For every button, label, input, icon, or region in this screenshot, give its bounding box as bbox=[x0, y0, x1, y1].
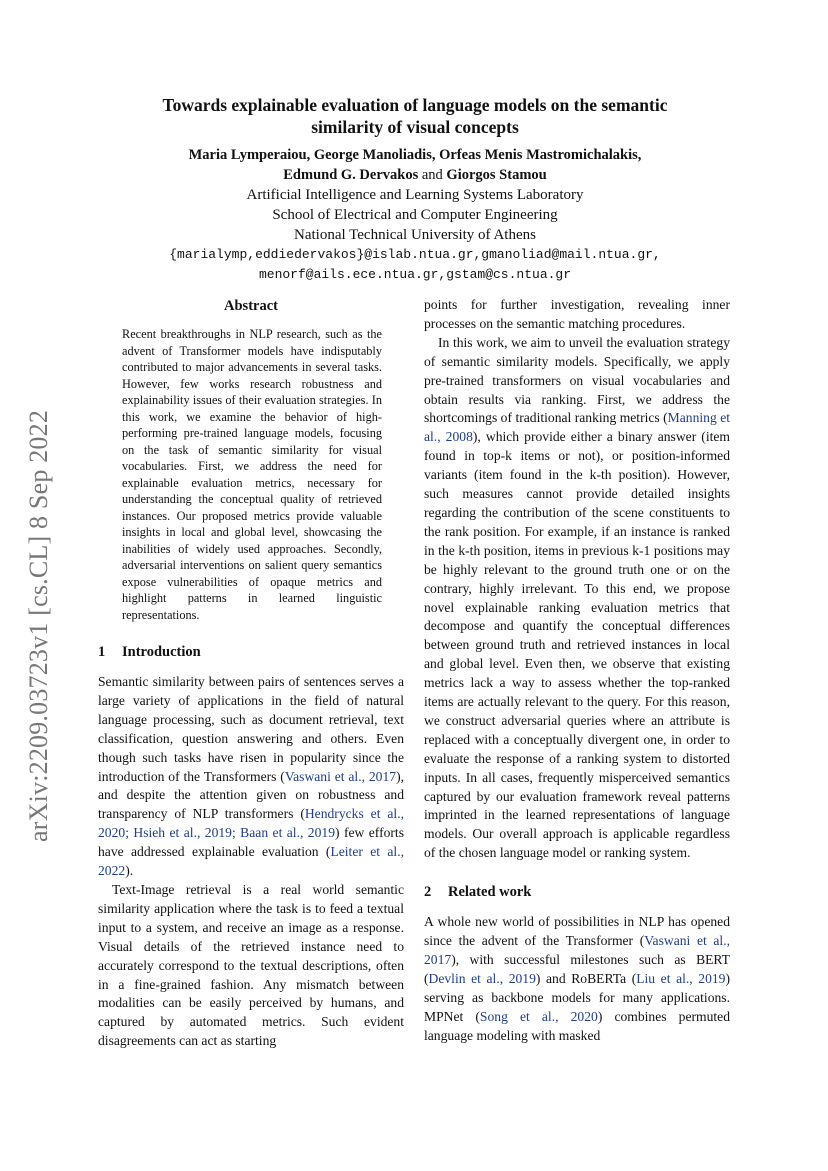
citation-link[interactable]: Hendrycks et al., 2020; Hsieh et al., 2019; Baan et al., 2019 bbox=[98, 806, 405, 841]
left-column bbox=[98, 296, 404, 1051]
title-line-2: similarity of visual concepts bbox=[311, 117, 519, 137]
abstract-text: Recent breakthroughs in NLP research, such as the advent of Transformer models have indisputably contributed to major advancements in several tasks. However, few works research robustness and explainability issues of their evaluation strategies. In this work, we examine the behavior of high-performing pre-trained language models, focusing on the task of semantic similarity for visual vocabularies. First, we address the need for explainable evaluation metrics, necessary for understanding the conceptual quality of retrieved instances. Our proposed metrics provide valuable insights in local and global level, showcasing the inabilities of widely used approaches. Secondly, adversarial interventions on salient query semantics expose vulnerabilities of opaque metrics and highlight patterns in learned linguistic representations. bbox=[122, 327, 382, 622]
title-line-1: Towards explainable evaluation of language models on the semantic bbox=[162, 95, 668, 115]
author-list bbox=[90, 145, 740, 185]
section-number: 2 bbox=[424, 884, 432, 901]
related-paragraph-1 bbox=[424, 913, 730, 1045]
authors-line-1: Maria Lymperaiou, George Manoliadis, Orfeas Menis Mastromichalakis, bbox=[188, 147, 642, 163]
intro-paragraph-2: Text-Image retrieval is a real world semantic similarity application where the task is to feed a textual input to a system, and receive an image as a response. Visual details of the retrieved instance need to accurately correspond to the textual descriptions, often in a fine-grained fashion. Any mismatch between modalities can be easily perceived by humans, and captured by automated metrics. Such evident disagreements can act as starting bbox=[98, 881, 404, 1049]
section-heading-introduction bbox=[98, 643, 404, 661]
author-conjunction: and bbox=[421, 167, 443, 183]
paragraph-text: ) serving as backbone models for many applications. MPNet ( bbox=[424, 970, 730, 1024]
paragraph-text: ) combines permuted language modeling with masked bbox=[424, 1008, 730, 1043]
citation-link[interactable]: Devlin et al., 2019 bbox=[428, 970, 536, 986]
citation-link[interactable]: Vaswani et al., 2017 bbox=[284, 768, 397, 784]
paragraph-text: A whole new world of possibilities in NLP has opened since the advent of the Transformer ( bbox=[424, 914, 730, 949]
paragraph-text: ) few efforts have addressed explainable evaluation ( bbox=[98, 825, 404, 860]
citation-link[interactable]: Liu et al., 2019 bbox=[636, 970, 726, 986]
paragraph-text: ), with successful milestones such as BERT ( bbox=[424, 952, 730, 986]
authors-line-2 bbox=[90, 165, 740, 185]
citation-link[interactable]: Manning et al., 2008 bbox=[424, 410, 730, 445]
paragraph-text: ). bbox=[125, 863, 134, 879]
paragraph-text: ), and despite the attention given on robustness and transparency of NLP transformers ( bbox=[98, 768, 404, 822]
arxiv-identifier: arXiv:2209.03723v1 [cs.CL] 8 Sep 2022 bbox=[24, 409, 53, 842]
emails-line-1: {marialymp,eddiedervakos}@islab.ntua.gr,gmanoliad@mail.ntua.gr, bbox=[169, 247, 661, 262]
intro-paragraph-1 bbox=[98, 673, 404, 881]
section-number: 1 bbox=[98, 644, 106, 660]
affiliation-school: School of Electrical and Computer Engineering bbox=[272, 207, 558, 223]
section-title: Related work bbox=[448, 884, 532, 901]
paper-header bbox=[90, 94, 740, 285]
section-heading-related-work bbox=[424, 883, 730, 901]
paragraph-text: ), which provide either a binary answer (item found in top-k items or not), or position-informed variants (item found in the k-th position). However, such measures cannot provide detailed insights regarding the contribution of the scene constituents to the rank position. For example, if an instance is ranked in the k-th position, items in previous k-1 positions may be highly relevant to the ground truth one or on the contrary, highly irrelevant. To this end, we propose novel explainable ranking evaluation metrics that decompose and quantify the conceptual differences between ground truth and retrieved instances in local and global level. Even then, we observe that existing metrics lack a way to assess whether the top-ranked items are actually relevant to the query. For this reason, we construct adversarial queries where an attribute is replaced with a conceptually divergent one, in order to evaluate the response of a ranking system to distorted inputs. In all cases, frequently misperceived semantics captured by our evaluation framework reveal patterns imprinted in the learned representations of language models. Our overall approach is applicable regardless of the chosen language model or ranking system. bbox=[424, 429, 730, 861]
emails-line-2: menorf@ails.ece.ntua.gr,gstam@cs.ntua.gr bbox=[258, 267, 572, 282]
intro-paragraph-3 bbox=[424, 334, 730, 863]
citation-link[interactable]: Leiter et al., 2022 bbox=[98, 844, 404, 879]
citation-link[interactable]: Song et al., 2020 bbox=[479, 1008, 598, 1024]
intro-paragraph-continued: points for further investigation, revealing inner processes on the semantic matching procedures. bbox=[424, 297, 730, 331]
author-dervakos: Edmund G. Dervakos bbox=[283, 167, 419, 183]
paragraph-text: ) and RoBERTa ( bbox=[535, 970, 637, 986]
author-emails bbox=[90, 245, 740, 285]
paper-title bbox=[90, 94, 740, 138]
paragraph-text: In this work, we aim to unveil the evaluation strategy of semantic similarity models. Specifically, we apply pre-trained transformers on visual vocabularies and obtain results via ranking. First, we address the shortcomings of traditional ranking metrics ( bbox=[424, 334, 730, 426]
paragraph-text: Semantic similarity between pairs of sentences serves a large variety of applications in the field of natural language processing, such as document retrieval, text classification, question answering and others. Even though such tasks have risen in popularity since the introduction of the Transformers ( bbox=[98, 674, 404, 784]
author-stamou: Giorgos Stamou bbox=[446, 167, 547, 183]
affiliation-lab: Artificial Intelligence and Learning Systems Laboratory bbox=[246, 187, 584, 203]
right-column bbox=[424, 296, 730, 1046]
citation-link[interactable]: Vaswani et al., 2017 bbox=[424, 933, 730, 967]
section-title: Introduction bbox=[122, 644, 201, 660]
abstract-heading: Abstract bbox=[224, 298, 278, 314]
affiliation-university: National Technical University of Athens bbox=[294, 227, 536, 243]
arxiv-sidebar bbox=[22, 372, 56, 842]
